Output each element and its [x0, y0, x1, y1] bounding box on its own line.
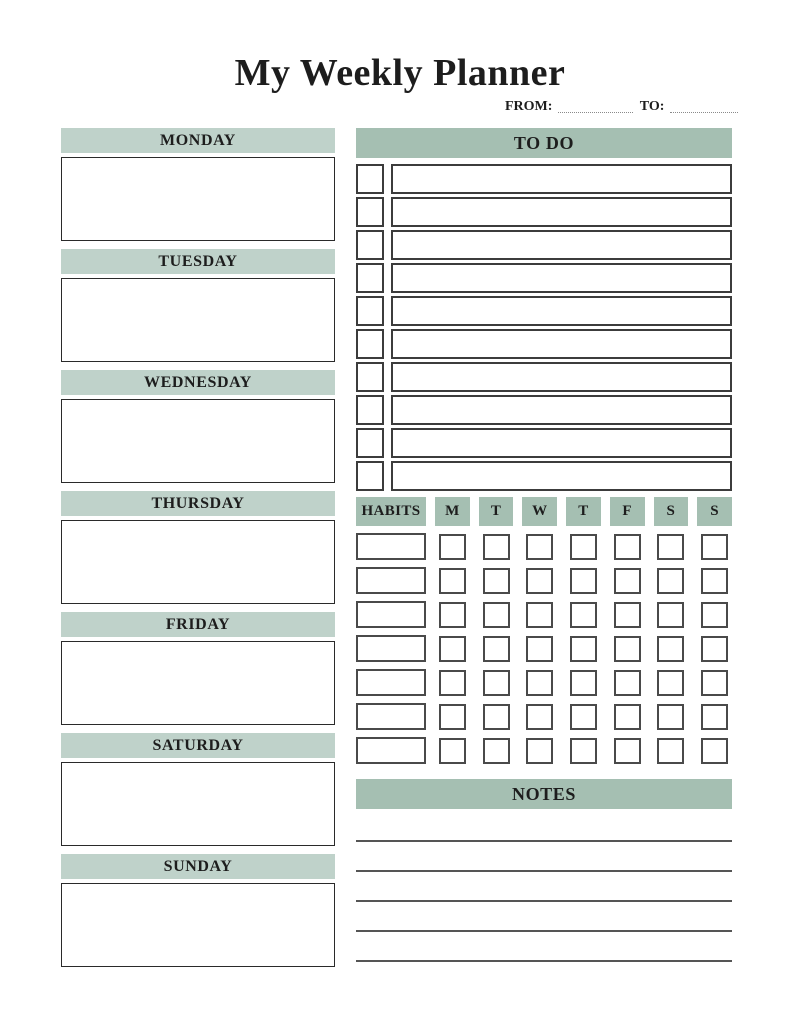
- habit-checkbox[interactable]: [657, 636, 684, 662]
- planner-columns: [61, 128, 732, 975]
- day-header: [61, 612, 335, 637]
- habit-cell: [566, 601, 601, 628]
- habit-checkbox[interactable]: [526, 670, 553, 696]
- todo-checkbox[interactable]: [356, 296, 384, 326]
- habit-cell: [654, 533, 689, 560]
- habit-day-label: S: [710, 503, 720, 519]
- habit-cell: [610, 703, 645, 730]
- habit-cell: [610, 533, 645, 560]
- habit-cell: [435, 703, 470, 730]
- todo-entry-box[interactable]: [391, 329, 732, 359]
- habit-cell: [654, 703, 689, 730]
- day-entry-box[interactable]: [61, 883, 335, 967]
- todo-checkbox[interactable]: [356, 395, 384, 425]
- habit-cell: [610, 567, 645, 594]
- todo-row: [356, 329, 732, 359]
- notes-header-label: NOTES: [511, 783, 577, 804]
- habit-row: [356, 703, 732, 730]
- habits-header-label: HABITS: [361, 503, 421, 519]
- habit-checkbox[interactable]: [701, 568, 728, 594]
- to-date-field[interactable]: [670, 100, 738, 113]
- habit-day-chip: [697, 497, 732, 526]
- todo-row: [356, 197, 732, 227]
- habit-checkbox[interactable]: [439, 704, 466, 730]
- todo-entry-box[interactable]: [391, 197, 732, 227]
- day-entry-box[interactable]: [61, 520, 335, 604]
- habit-cell: [697, 533, 732, 560]
- day-section: [61, 733, 335, 846]
- habit-cell: [435, 601, 470, 628]
- todo-checkbox[interactable]: [356, 461, 384, 491]
- day-section: [61, 854, 335, 967]
- todo-checkbox[interactable]: [356, 428, 384, 458]
- habit-checkbox[interactable]: [614, 738, 641, 764]
- todo-row: [356, 230, 732, 260]
- habit-day-chip: [610, 497, 645, 526]
- habit-checkbox[interactable]: [657, 670, 684, 696]
- habit-name-box[interactable]: [356, 533, 426, 560]
- day-section: [61, 128, 335, 241]
- day-header-label: WEDNESDAY: [144, 373, 252, 391]
- habit-checkbox[interactable]: [526, 602, 553, 628]
- todo-checkbox[interactable]: [356, 263, 384, 293]
- page-title: My Weekly Planner: [234, 52, 566, 94]
- todo-entry-box[interactable]: [391, 263, 732, 293]
- day-entry-box[interactable]: [61, 157, 335, 241]
- todo-entry-box[interactable]: [391, 428, 732, 458]
- habit-cell: [522, 737, 557, 764]
- habit-cell: [479, 533, 514, 560]
- habit-day-label: M: [445, 503, 460, 519]
- habit-cell: [697, 703, 732, 730]
- day-section: [61, 612, 335, 725]
- note-line[interactable]: [356, 842, 732, 872]
- habit-day-label: T: [578, 503, 589, 519]
- habit-cell: [435, 567, 470, 594]
- habit-checkbox[interactable]: [570, 670, 597, 696]
- habit-cell: [566, 533, 601, 560]
- habit-cell: [522, 601, 557, 628]
- day-header-label: MONDAY: [160, 131, 236, 149]
- habit-checkbox[interactable]: [570, 568, 597, 594]
- habit-checkbox[interactable]: [614, 670, 641, 696]
- habit-checkbox[interactable]: [701, 738, 728, 764]
- habit-checkbox[interactable]: [439, 636, 466, 662]
- day-section: [61, 491, 335, 604]
- habit-day-chip: [479, 497, 514, 526]
- habit-checkbox[interactable]: [614, 568, 641, 594]
- note-line[interactable]: [356, 872, 732, 902]
- todo-checkbox[interactable]: [356, 197, 384, 227]
- habit-day-label: F: [622, 503, 632, 519]
- todo-row: [356, 263, 732, 293]
- habit-day-label: T: [490, 503, 502, 519]
- habit-checkbox[interactable]: [570, 738, 597, 764]
- habit-checkbox[interactable]: [570, 636, 597, 662]
- todo-entry-box[interactable]: [391, 362, 732, 392]
- habit-row: [356, 567, 732, 594]
- right-column: [356, 128, 732, 975]
- habit-cell: [522, 669, 557, 696]
- from-date-field[interactable]: [558, 100, 632, 113]
- day-entry-box[interactable]: [61, 278, 335, 362]
- habit-day-chip: [435, 497, 470, 526]
- habit-cell: [435, 669, 470, 696]
- habit-checkbox[interactable]: [526, 738, 553, 764]
- habit-checkbox[interactable]: [439, 602, 466, 628]
- habit-day-label: S: [666, 503, 676, 519]
- habit-row: [356, 533, 732, 560]
- habit-checkbox[interactable]: [570, 534, 597, 560]
- day-entry-box[interactable]: [61, 762, 335, 846]
- day-entry-box[interactable]: [61, 641, 335, 725]
- habit-name-box[interactable]: [356, 567, 426, 594]
- habit-cell: [654, 635, 689, 662]
- habit-cell: [479, 601, 514, 628]
- habit-cell: [610, 737, 645, 764]
- day-header: [61, 733, 335, 758]
- habit-checkbox[interactable]: [701, 670, 728, 696]
- todo-row: [356, 296, 732, 326]
- habit-cell: [697, 669, 732, 696]
- habit-day-chip: [654, 497, 689, 526]
- todo-checkbox[interactable]: [356, 230, 384, 260]
- habit-cell: [435, 635, 470, 662]
- day-header-label: FRIDAY: [165, 615, 231, 633]
- habit-checkbox[interactable]: [439, 670, 466, 696]
- day-entry-box[interactable]: [61, 399, 335, 483]
- habit-cell: [610, 635, 645, 662]
- todo-checkbox[interactable]: [356, 362, 384, 392]
- habit-checkbox[interactable]: [614, 704, 641, 730]
- habit-checkbox[interactable]: [439, 568, 466, 594]
- habit-checkbox[interactable]: [439, 534, 466, 560]
- habit-cell: [435, 533, 470, 560]
- habit-cell: [697, 635, 732, 662]
- habit-cell: [654, 567, 689, 594]
- habit-cell: [479, 567, 514, 594]
- habit-checkbox[interactable]: [614, 534, 641, 560]
- todo-row: [356, 461, 732, 491]
- habit-checkbox[interactable]: [483, 704, 510, 730]
- habit-name-box[interactable]: [356, 669, 426, 696]
- habit-cell: [697, 737, 732, 764]
- habit-checkbox[interactable]: [657, 738, 684, 764]
- day-header-label: TUESDAY: [158, 252, 238, 270]
- habit-checkbox[interactable]: [483, 670, 510, 696]
- day-header: [61, 491, 335, 516]
- habit-checkbox[interactable]: [483, 534, 510, 560]
- todo-entry-box[interactable]: [391, 395, 732, 425]
- notes-header: [356, 779, 732, 809]
- habit-checkbox[interactable]: [483, 568, 510, 594]
- habit-cell: [697, 567, 732, 594]
- habit-checkbox[interactable]: [570, 704, 597, 730]
- habits-header: [356, 497, 426, 526]
- habit-name-box[interactable]: [356, 737, 426, 764]
- day-header-label: SUNDAY: [163, 857, 233, 875]
- note-line[interactable]: [356, 902, 732, 932]
- todo-entry-box[interactable]: [391, 164, 732, 194]
- habit-checkbox[interactable]: [657, 704, 684, 730]
- habit-checkbox[interactable]: [526, 568, 553, 594]
- habit-checkbox[interactable]: [526, 636, 553, 662]
- habit-cell: [479, 703, 514, 730]
- habit-cell: [435, 737, 470, 764]
- habit-cell: [522, 703, 557, 730]
- habit-checkbox[interactable]: [570, 602, 597, 628]
- habit-checkbox[interactable]: [701, 636, 728, 662]
- day-section: [61, 370, 335, 483]
- habit-day-chip: [566, 497, 601, 526]
- habit-name-box[interactable]: [356, 635, 426, 662]
- habit-cell: [566, 669, 601, 696]
- todo-entry-box[interactable]: [391, 230, 732, 260]
- todo-header: [356, 128, 732, 158]
- habits-section: [356, 497, 732, 764]
- todo-row: [356, 428, 732, 458]
- todo-row: [356, 164, 732, 194]
- todo-checkbox[interactable]: [356, 329, 384, 359]
- habit-checkbox[interactable]: [483, 636, 510, 662]
- habit-checkbox[interactable]: [701, 534, 728, 560]
- day-header: [61, 249, 335, 274]
- habit-checkbox[interactable]: [483, 602, 510, 628]
- habit-checkbox[interactable]: [614, 636, 641, 662]
- habits-header-row: [356, 497, 732, 526]
- habit-checkbox[interactable]: [526, 704, 553, 730]
- date-range-row: [505, 99, 738, 114]
- todo-row: [356, 395, 732, 425]
- habit-checkbox[interactable]: [701, 602, 728, 628]
- to-label: TO:: [639, 99, 665, 114]
- note-line[interactable]: [356, 932, 732, 962]
- habit-cell: [566, 737, 601, 764]
- todo-entry-box[interactable]: [391, 461, 732, 491]
- habit-cell: [522, 567, 557, 594]
- from-label: FROM:: [505, 99, 553, 114]
- habit-checkbox[interactable]: [483, 738, 510, 764]
- day-header-label: SATURDAY: [152, 736, 244, 754]
- day-header: [61, 854, 335, 879]
- days-column: [61, 128, 335, 975]
- habit-cell: [566, 703, 601, 730]
- habit-row: [356, 635, 732, 662]
- todo-header-label: TO DO: [513, 132, 575, 153]
- day-header: [61, 128, 335, 153]
- day-header-label: THURSDAY: [151, 494, 245, 512]
- habit-cell: [697, 601, 732, 628]
- habit-checkbox[interactable]: [657, 534, 684, 560]
- habit-name-box[interactable]: [356, 601, 426, 628]
- habit-checkbox[interactable]: [657, 602, 684, 628]
- habit-row: [356, 669, 732, 696]
- habit-cell: [479, 669, 514, 696]
- habit-cell: [522, 533, 557, 560]
- day-section: [61, 249, 335, 362]
- habit-cell: [654, 669, 689, 696]
- habit-row: [356, 601, 732, 628]
- todo-rows: [356, 164, 732, 491]
- habit-checkbox[interactable]: [614, 602, 641, 628]
- habit-cell: [610, 601, 645, 628]
- habit-cell: [479, 737, 514, 764]
- todo-checkbox[interactable]: [356, 164, 384, 194]
- habit-cell: [654, 601, 689, 628]
- habit-checkbox[interactable]: [657, 568, 684, 594]
- habit-cell: [479, 635, 514, 662]
- habit-day-label: W: [532, 503, 548, 519]
- habit-day-chip: [522, 497, 557, 526]
- todo-row: [356, 362, 732, 392]
- habit-checkbox[interactable]: [526, 534, 553, 560]
- day-header: [61, 370, 335, 395]
- habit-checkbox[interactable]: [701, 704, 728, 730]
- habit-cell: [654, 737, 689, 764]
- habit-name-box[interactable]: [356, 703, 426, 730]
- habit-cell: [566, 567, 601, 594]
- habit-checkbox[interactable]: [439, 738, 466, 764]
- habit-cell: [566, 635, 601, 662]
- note-line[interactable]: [356, 809, 732, 842]
- notes-lines: [356, 809, 732, 962]
- habit-rows: [356, 533, 732, 764]
- todo-entry-box[interactable]: [391, 296, 732, 326]
- habit-cell: [610, 669, 645, 696]
- habit-row: [356, 737, 732, 764]
- habit-cell: [522, 635, 557, 662]
